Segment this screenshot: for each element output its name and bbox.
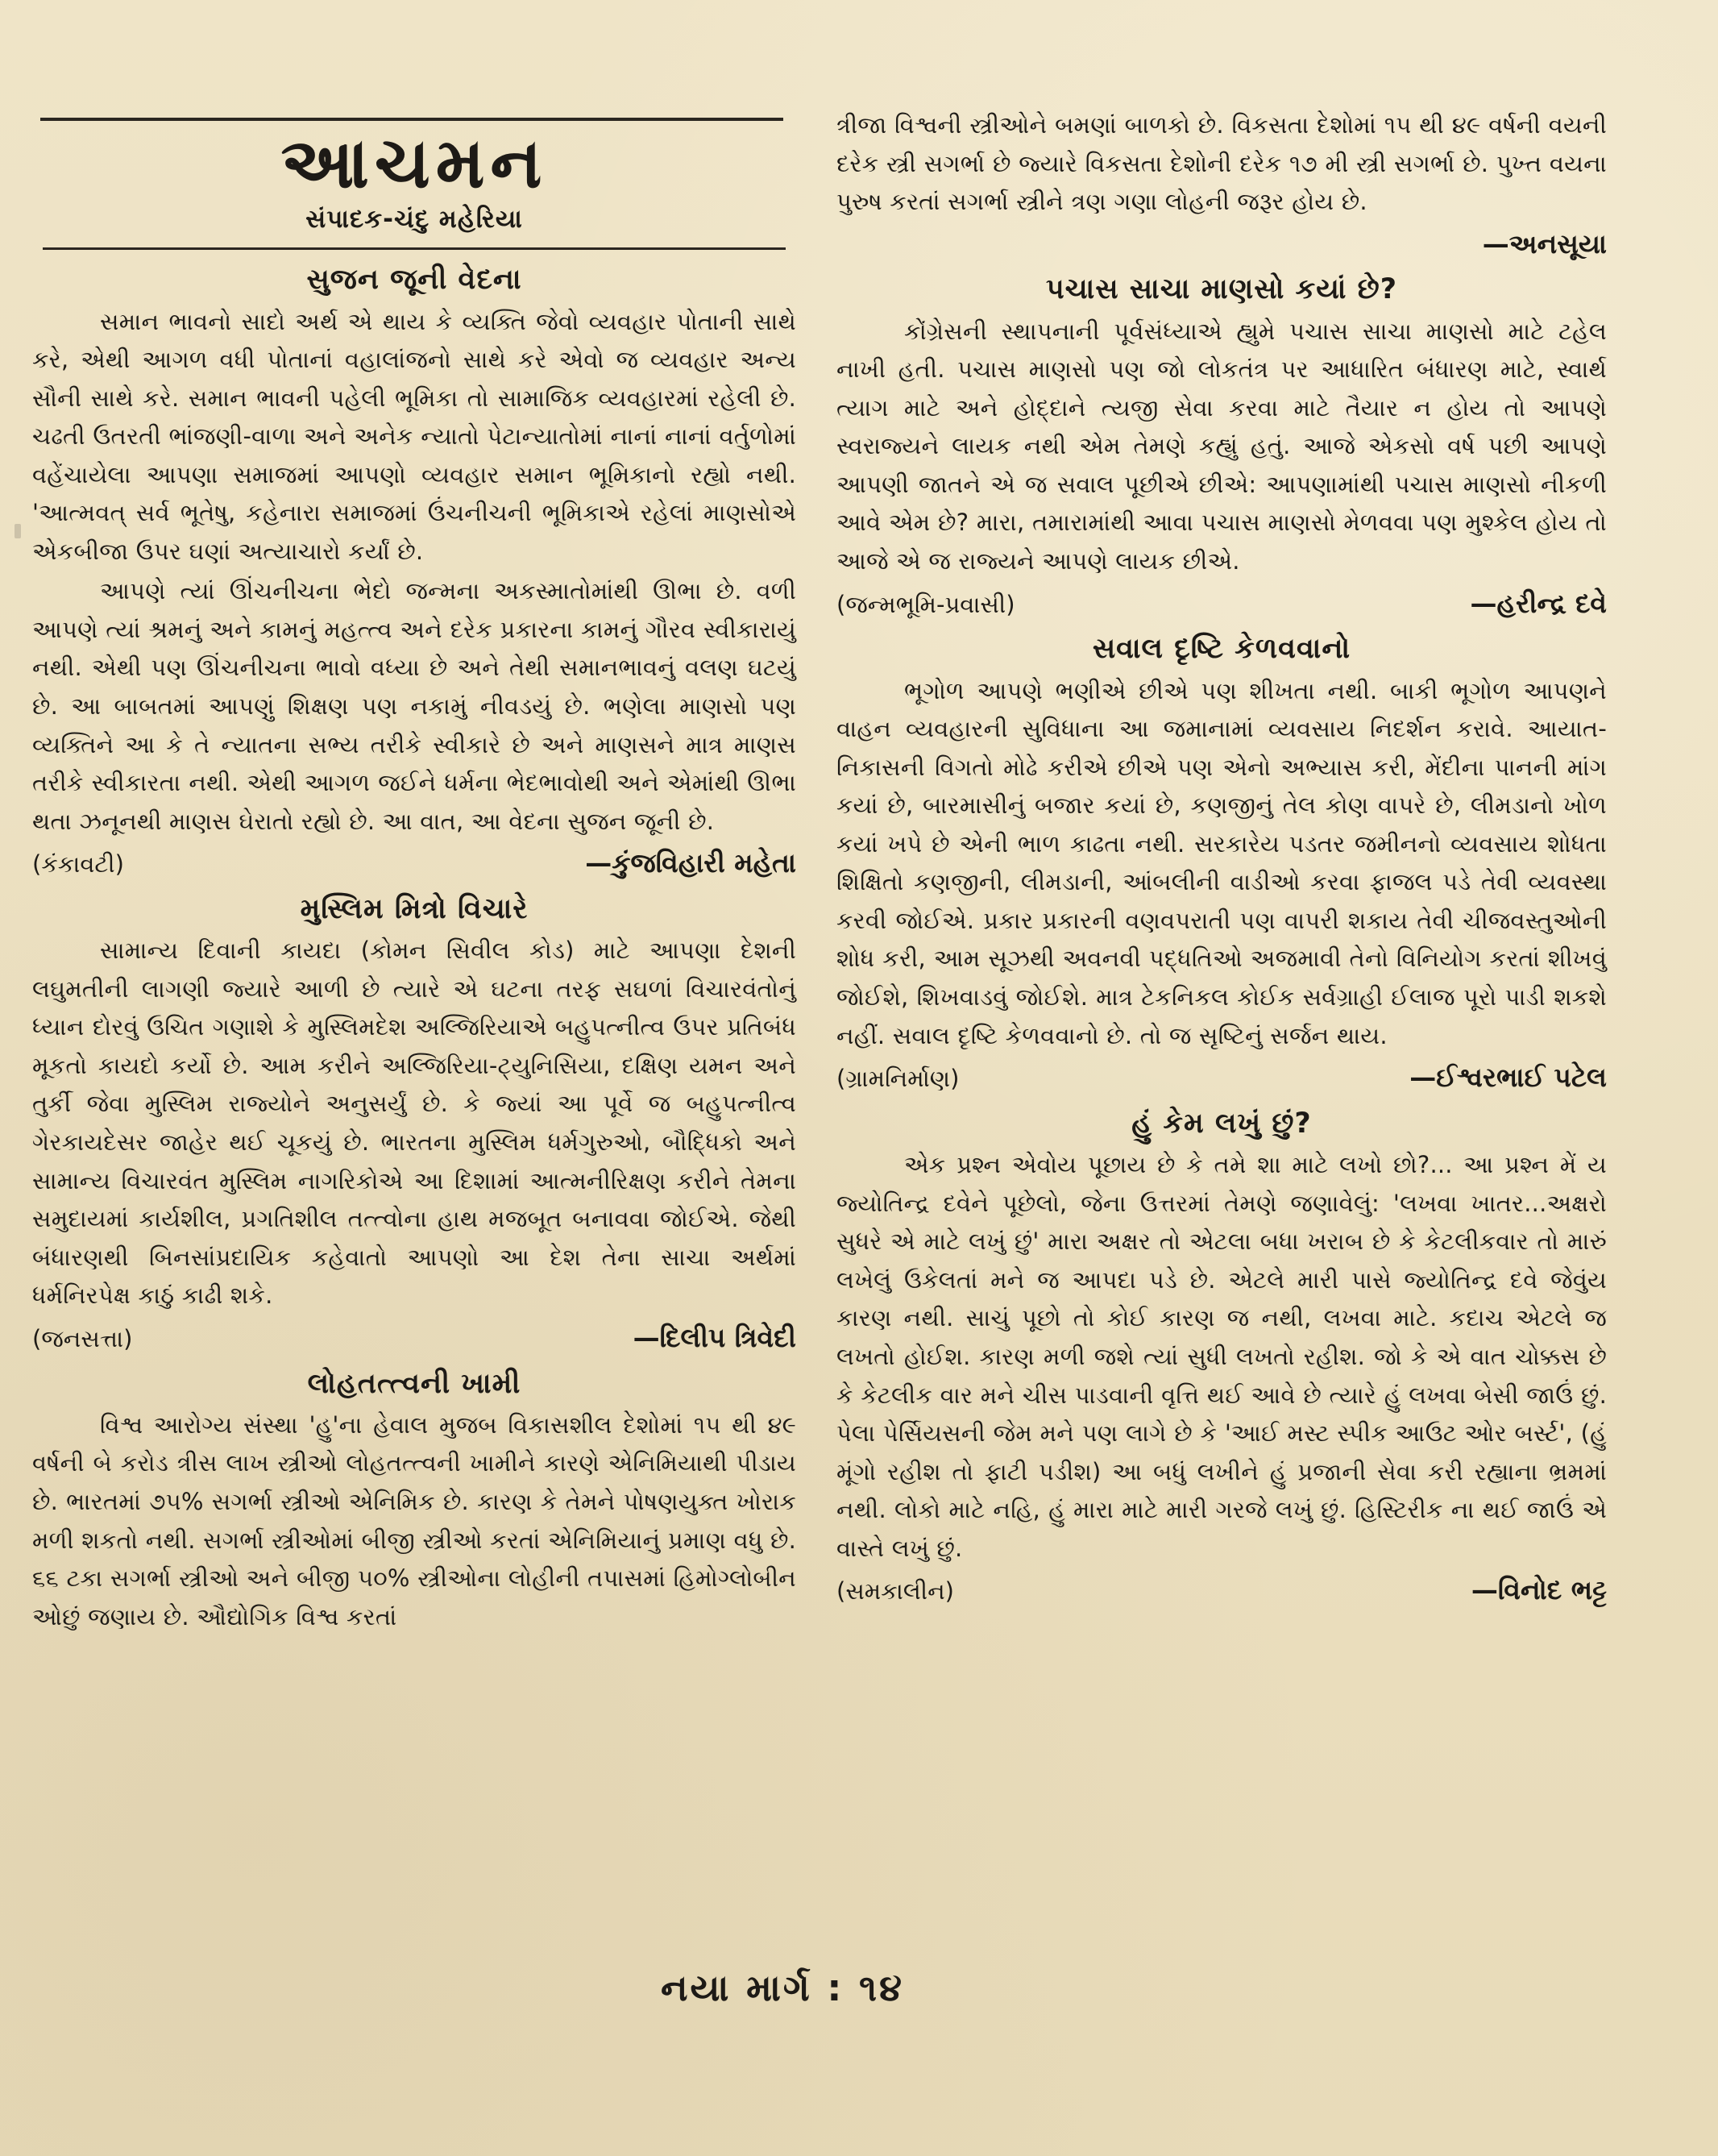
article-source: (જન્મભૂમિ-પ્રવાસી)	[836, 590, 1015, 618]
article-paragraph: સમાન ભાવનો સાદો અર્થ એ થાય કે વ્યક્તિ જેવો વ્યવહાર પોતાની સાથે કરે, એથી આગળ વધી પોતાનાં વહાલાંજનો સાથે કરે એવો જ વ્યવહાર અન્ય સૌની સાથે કરે. સમાન ભાવની પહેલી ભૂમિકા તો સામાજિક વ્યવહારમાં રહેલી છે. ચઢતી ઉતરતી ભાંજણી-વાળા અને અનેક ન્યાતો પેટાન્યાતોમાં નાનાં નાનાં વર્તુળોમાં વહેંચાયેલા આપણા સમાજમાં આપણો વ્યવહાર સમાન ભૂમિકાનો રહ્યો નથી. 'આત્મવત્ સર્વ ભૂતેષુ, કહેનારા સમાજમાં ઉંચનીચની ભૂમિકાએ રહેલાં માણસોએ એકબીજા ઉપર ઘણાં અત્યાચારો કર્યાં છે.	[32, 307, 796, 565]
article-title: લોહતત્ત્વની ખામી	[307, 1367, 521, 1400]
article-title: હું કેમ લખું છું?	[1131, 1107, 1312, 1140]
article-paragraph: એક પ્રશ્ન એવોય પૂછાય છે કે તમે શા માટે લખો છો?... આ પ્રશ્ન મેં ય જ્યોતિન્દ્ર દવેને પૂછેલો, જેના ઉત્તરમાં તેમણે જણાવેલું: 'લખવા ખાતર...અક્ષરો સુધરે એ માટે લખું છું' મારા અક્ષર તો એટલા બધા ખરાબ છે કે કેટલીકવાર તો મારું લખેલું ઉકેલતાં મને જ આપદા પડે છે. એટલે મારી પાસે જ્યોતિન્દ્ર દવે જેવુંય કારણ નથી. સાચું પૂછો તો કોઈ કારણ જ નથી, લખવા માટે. કદાચ એટલે જ લખતો હોઈશ. કારણ મળી જશે ત્યાં સુધી લખતો રહીશ. જો કે એ વાત ચોક્કસ છે કે કેટલીક વાર મને ચીસ પાડવાની વૃત્તિ થઈ આવે છે ત્યારે હું લખવા બેસી જાઉં છું. પેલા પેર્સિયસની જેમ મને પણ લાગે છે કે 'આઈ મસ્ટ સ્પીક આઉટ ઓર બર્સ્ટ', (હું મૂંગો રહીશ તો ફાટી પડીશ) આ બધું લખીને હું પ્રજાની સેવા કરી રહ્યાના ભ્રમમાં નથી. લોકો માટે નહિ, હું મારા માટે મારી ગરજે લખું છું. હિસ્ટિરીક ના થઈ જાઉં એ વાસ્તે લખું છું.	[836, 1151, 1607, 1562]
article-continuation	[836, 106, 1607, 263]
right-column	[836, 106, 1607, 1618]
article-author: —દિલીપ ત્રિવેદી	[633, 1321, 796, 1353]
article-source: (કંકાવટી)	[32, 850, 124, 879]
article-author: —વિનોદ ભટ્ટ	[1471, 1574, 1607, 1606]
article-title: સવાલ દૃષ્ટિ કેળવવાનો	[1092, 633, 1351, 666]
article-muslim-mitro-vichare	[32, 891, 796, 1357]
top-rule	[40, 118, 783, 121]
article-title: મુસ્લિમ મિત્રો વિચારે	[300, 893, 529, 926]
article-paragraph: ભૂગોળ આપણે ભણીએ છીએ પણ શીખતા નથી. બાકી ભૂગોળ આપણને વાહન વ્યવહારની સુવિધાના આ જમાનામાં વ્યવસાય નિદર્શન કરાવે. આયાત-નિકાસની વિગતો મોઢે કરીએ છીએ પણ એનો અભ્યાસ કરી, મેંદીના પાનની માંગ કયાં છે, બારમાસીનું બજાર કયાં છે, કણજીનું તેલ કોણ વાપરે છે, લીમડાનો ખોળ કયાં ખપે છે એની ભાળ કાઢતા નથી. સરકારેય પડતર જમીનનો વ્યવસાય શોધતા શિક્ષિતો કણજીની, લીમડાની, આંબલીની વાડીઓ કરવા ફાજલ પડે તેવી વ્યવસ્થા કરવી જોઈએ. પ્રકાર પ્રકારની વણવપરાતી પણ વાપરી શકાય તેવી ચીજવસ્તુઓની શોધ કરી, આમ સૂઝથી અવનવી પદ્ધતિઓ અજમાવી તેનો વિનિયોગ કરતાં શીખવું જોઈશે, શિખવાડવું જોઈશે. માત્ર ટેકનિકલ કોઈક સર્વગ્રાહી ઈલાજ પૂરો પાડી શકશે નહીં. સવાલ દૃષ્ટિ કેળવવાનો છે. તો જ સૃષ્ટિનું સર્જન થાય.	[836, 676, 1607, 1049]
article-hu-kem-lakhu-chhu	[836, 1105, 1607, 1610]
article-author: —ઈશ્વરભાઈ પટેલ	[1409, 1061, 1607, 1094]
article-sujan-juni-vedana	[32, 261, 796, 883]
masthead	[32, 123, 796, 250]
left-column	[32, 123, 796, 1644]
masthead-title: આચમન	[280, 123, 548, 204]
article-paragraph: સામાન્ય દિવાની કાયદા (કોમન સિવીલ કોડ) માટે આપણા દેશની લઘુમતીની લાગણી જ્યારે આળી છે ત્યારે એ ઘટના તરફ સઘળાં વિચારવંતોનું ધ્યાન દોરવું ઉચિત ગણાશે કે મુસ્લિમદેશ અલ્જિરિયાએ બહુપત્નીત્વ ઉપર પ્રતિબંધ મૂકતો કાયદો કર્યો છે. આમ કરીને અલ્જિરિયા-ટ્યુનિસિયા, દક્ષિણ યમન અને તુર્કી જેવા મુસ્લિમ રાજ્યોને અનુસર્યું છે. કે જ્યાં આ પૂર્વે જ બહુપત્નીત્વ ગેરકાયદેસર જાહેર થઈ ચૂકયું છે. ભારતના મુસ્લિમ ધર્મગુરુઓ, બૌદ્ધિકો અને સામાન્ય વિચારવંત મુસ્લિમ નાગરિકોએ આ દિશામાં આત્મનીરિક્ષણ કરીને તેમના સમુદાયમાં કાર્યશીલ, પ્રગતિશીલ તત્ત્વોના હાથ મજબૂત બનાવવા જોઈએ. જેથી બંધારણથી બિનસાંપ્રદાયિક કહેવાતો આપણો આ દેશ તેના સાચા અર્થમાં ધર્મનિરપેક્ષ કાઠું કાઢી શકે.	[32, 937, 796, 1310]
article-lohtattvani-khami	[32, 1365, 796, 1637]
paper-mark	[15, 524, 21, 538]
article-byline	[32, 844, 796, 883]
article-source: (ગ્રામનિર્માણ)	[836, 1065, 960, 1093]
article-title: પચાસ સાચા માણસો કયાં છે?	[1045, 273, 1398, 306]
article-source: (સમકાલીન)	[836, 1577, 954, 1606]
article-pachas-sacha-manaso	[836, 271, 1607, 622]
article-paragraph: વિશ્વ આરોગ્ય સંસ્થા 'હુ'ના હેવાલ મુજબ વિકાસશીલ દેશોમાં ૧૫ થી ૪૯ વર્ષની બે કરોડ ત્રીસ લાખ સ્ત્રીઓ લોહતત્ત્વની ખામીને કારણે એનિમિયાથી પીડાય છે. ભારતમાં ૭૫% સગર્ભા સ્ત્રીઓ એનિમિક છે. કારણ કે તેમને પોષણયુક્ત ખોરાક મળી શકતો નથી. સગર્ભા સ્ત્રીઓમાં બીજી સ્ત્રીઓ કરતાં એનિમિયાનું પ્રમાણ વધુ છે. ૬૬ ટકા સગર્ભા સ્ત્રીઓ અને બીજી ૫૦% સ્ત્રીઓના લોહીની તપાસમાં હિમોગ્લોબીન ઓછું જણાય છે. ઔદ્યોગિક વિશ્વ કરતાં	[32, 1410, 796, 1631]
article-paragraph: કોંગ્રેસની સ્થાપનાની પૂર્વસંધ્યાએ હ્યુમે પચાસ સાચા માણસો માટે ટહેલ નાખી હતી. પચાસ માણસો પણ જો લોકતંત્ર પર આધારિત બંધારણ માટે, સ્વાર્થ ત્યાગ માટે અને હોદ્દાને ત્યજી સેવા કરવા માટે તૈયાર ન હોય તો આપણે સ્વરાજ્યને લાયક નથી એમ તેમણે કહ્યું હતું. આજે એકસો વર્ષ પછી આપણે આપણી જાતને એ જ સવાલ પૂછીએ છીએ: આપણામાંથી પચાસ માણસો નીકળી આવે એમ છે? મારા, તમારામાંથી આવા પચાસ માણસો મેળવવા પણ મુશ્કેલ હોય તો આજે એ જ રાજ્યને આપણે લાયક છીએ.	[836, 317, 1607, 575]
page-footer: નયા માર્ગ : ૧૪	[661, 1967, 904, 2009]
article-author: —કુંજવિહારી મહેતા	[585, 847, 796, 879]
article-byline	[836, 1058, 1607, 1097]
article-author: —અનસૂયા	[1482, 227, 1607, 260]
article-paragraph: ત્રીજા વિશ્વની સ્ત્રીઓને બમણાં બાળકો છે. વિકસતા દેશોમાં ૧૫ થી ૪૯ વર્ષની વયની દરેક સ્ત્રી સગર્ભા છે જ્યારે વિકસતા દેશોની દરેક ૧૭ મી સ્ત્રી સગર્ભા છે. પુખ્ત વયના પુરુષ કરતાં સગર્ભા સ્ત્રીને ત્રણ ગણા લોહની જરૂર હોય છે.	[836, 111, 1607, 216]
article-title: સુજન જૂની વેદના	[306, 264, 522, 297]
masthead-rule	[43, 247, 786, 250]
article-paragraph: આપણે ત્યાં ઊંચનીચના ભેદો જન્મના અકસ્માતોમાંથી ઊભા છે. વળી આપણે ત્યાં શ્રમનું અને કામનું મહત્ત્વ અને દરેક પ્રકારના કામનું ગૌરવ સ્વીકારાયું નથી. એથી પણ ઊંચનીચના ભાવો વધ્યા છે અને તેથી સમાનભાવનું વલણ ઘટયું છે. આ બાબતમાં આપણું શિક્ષણ પણ નકામું નીવડયું છે. ભણેલા માણસો પણ વ્યક્તિને આ કે તે ન્યાતના સભ્ય તરીકે સ્વીકારે છે અને માણસને માત્ર માણસ તરીકે સ્વીકારતા નથી. એથી આગળ જઈને ધર્મના ભેદભાવોથી અને એમાંથી ઊભા થતા ઝનૂનથી માણસ ઘેરાતો રહ્યો છે. આ વાત, આ વેદના સુજન જૂની છે.	[32, 577, 796, 835]
article-source: (જનસત્તા)	[32, 1324, 133, 1352]
article-byline	[836, 1571, 1607, 1610]
article-byline	[32, 1319, 796, 1357]
masthead-subtitle: સંપાદક-ચંદુ મહેરિયા	[305, 205, 523, 235]
article-byline	[836, 584, 1607, 623]
article-saval-drashti-kelavvano	[836, 630, 1607, 1097]
article-byline	[836, 225, 1607, 264]
article-author: —હરીન્દ્ર દવે	[1470, 587, 1607, 619]
